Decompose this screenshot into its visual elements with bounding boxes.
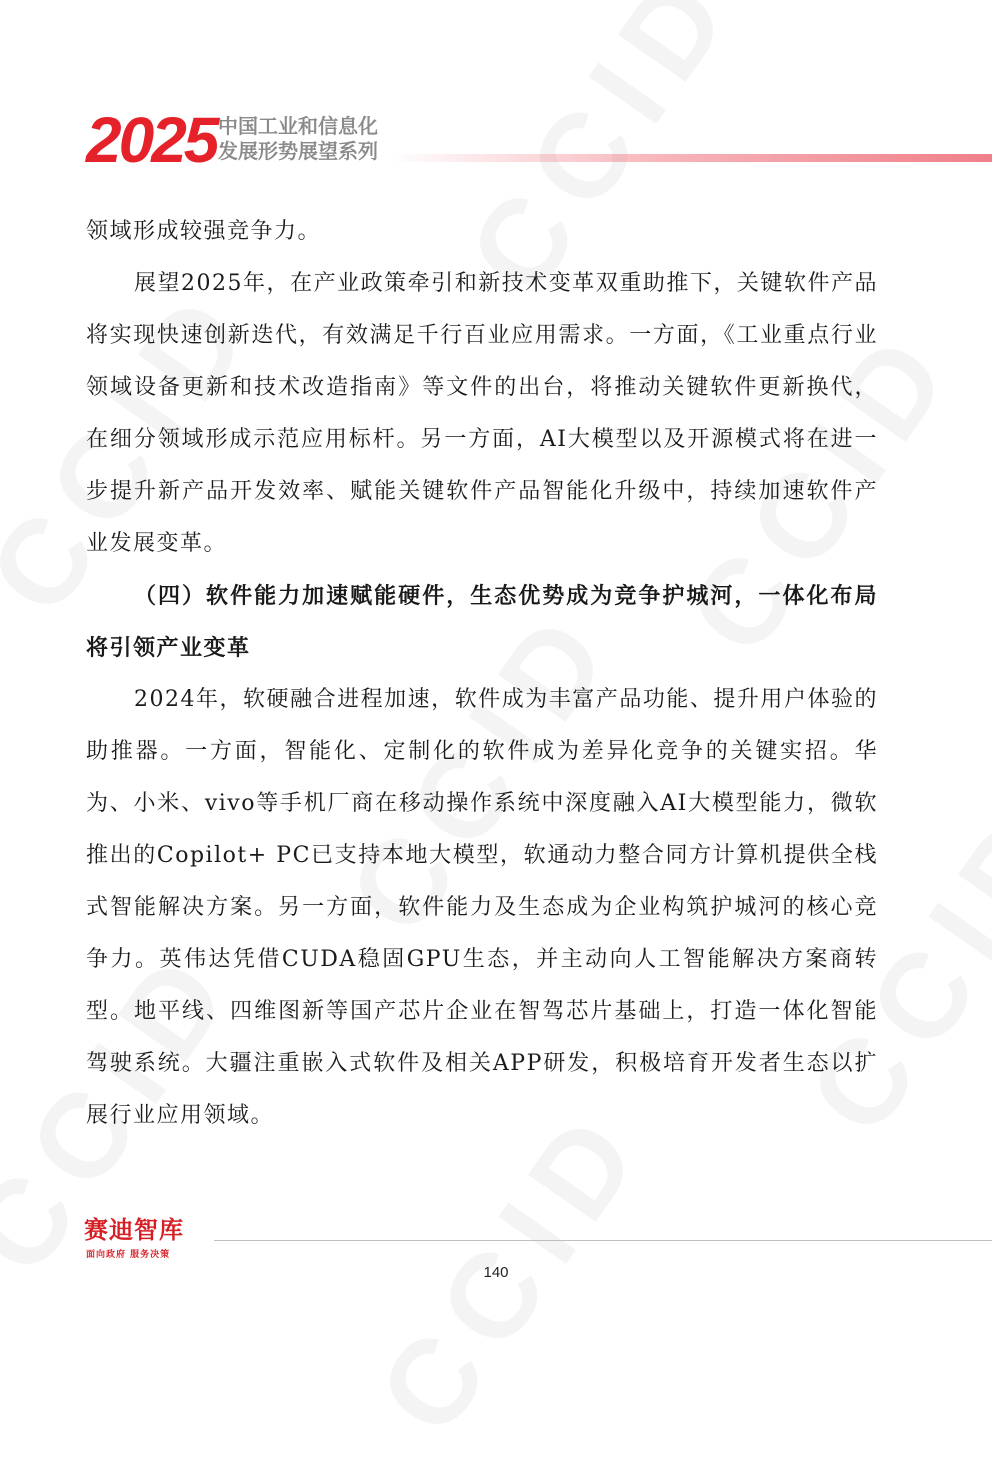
series-title <box>218 114 378 164</box>
header-accent-bar <box>391 154 992 162</box>
paragraph: 展望2025年，在产业政策牵引和新技术变革双重助推下，关键软件产品将实现快速创新迭代，有效满足千行百业应用需求。一方面，《工业重点行业领域设备更新和技术改造指南》等文件的出台，将推动关键软件更新换代，在细分领域形成示范应用标杆。另一方面，AI大模型以及开源模式将在进一步提升新产品开发效率、赋能关键软件产品智能化升级中，持续加速软件产业发展变革。 <box>86 271 878 556</box>
page-header <box>86 104 992 178</box>
footer-divider <box>214 1240 992 1241</box>
footer-brand-logo: 赛迪智库 <box>84 1216 184 1244</box>
section-heading: （四）软件能力加速赋能硬件，生态优势成为竞争护城河，一体化布局将引领产业变革 <box>86 583 878 661</box>
paragraph: 2024年，软硬融合进程加速，软件成为丰富产品功能、提升用户体验的助推器。一方面，智能化、定制化的软件成为差异化竞争的关键实招。华为、小米、vivo等手机厂商在移动操作系统中深度融入AI大模型能力，微软推出的Copilot+ PC已支持本地大模型，软通动力整合同方计算机提供全栈式智能解决方案。另一方面，软件能力及生态成为企业构筑护城河的核心竞争力。英伟达凭借CUDA稳固GPU生态，并主动向人工智能解决方案商转型。地平线、四维图新等国产芯片企业在智驾芯片基础上，打造一体化智能驾驶系统。大疆注重嵌入式软件及相关APP研发，积极培育开发者生态以扩展行业应用领域。 <box>86 687 878 1128</box>
series-title-line1: 中国工业和信息化 <box>218 114 378 138</box>
document-body <box>86 206 878 1142</box>
paragraph: 领域形成较强竞争力。 <box>86 219 322 244</box>
series-title-line2: 发展形势展望系列 <box>218 139 378 163</box>
footer-slogan: 面向政府 服务决策 <box>86 1250 171 1260</box>
page-number: 140 <box>483 1264 509 1281</box>
year-logo: 2025 <box>86 104 217 176</box>
